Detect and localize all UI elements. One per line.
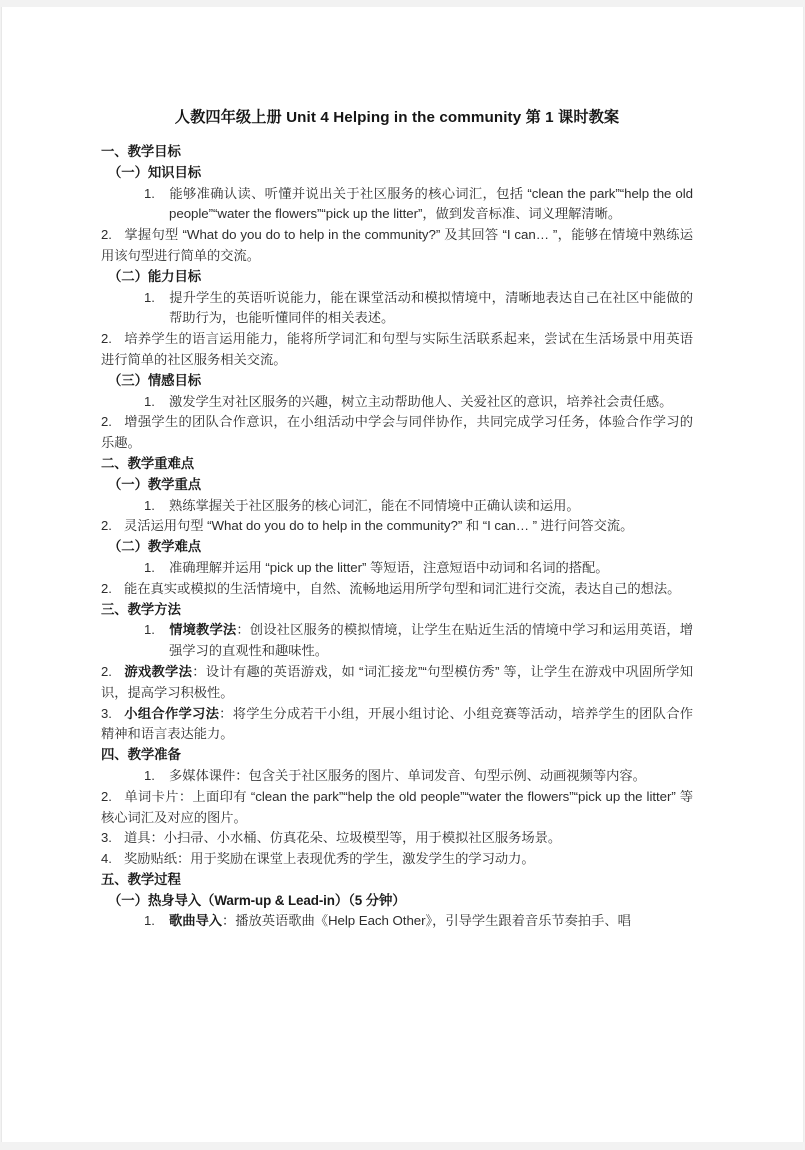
list-item-number: 3. <box>101 830 112 846</box>
list-item <box>101 329 693 371</box>
list-item-text: 灵活运用句型 “What do you do to help in the community?” 和 “I can… ” 进行问答交流。 <box>124 518 634 534</box>
list-item-number: 1. <box>144 393 155 409</box>
list-item-text: 能够准确认读、听懂并说出关于社区服务的核心词汇，包括 “clean the park”“help the old people”“water the flowers”“pick up the litter”，做到发音标准、词义理解清晰。 <box>169 185 693 222</box>
list-item-text: 增强学生的团队合作意识，在小组活动中学会与同伴协作，共同完成学习任务，体验合作学习的乐趣。 <box>101 414 693 451</box>
list-item-lead: 游戏教学法 <box>124 663 193 679</box>
subsection-heading: （二）教学难点 <box>108 539 202 555</box>
list-item-text: ：将学生分成若干小组，开展小组讨论、小组竞赛等活动，培养学生的团队合作精神和语言表达能力。 <box>101 705 694 742</box>
list-item-lead: 情境教学法 <box>169 622 237 638</box>
list-item-number: 2. <box>101 331 112 347</box>
list-item-text: 熟练掌握关于社区服务的核心词汇，能在不同情境中正确认读和运用。 <box>169 497 580 513</box>
list-item-text: 道具：小扫帚、小水桶、仿真花朵、垃圾模型等，用于模拟社区服务场景。 <box>124 830 562 846</box>
list-item <box>101 225 693 267</box>
list-item-text: 准确理解并运用 “pick up the litter” 等短语，注意短语中动词和名词的搭配。 <box>169 559 609 575</box>
list-item <box>101 496 693 517</box>
list-item <box>101 392 693 413</box>
list-item-number: 1. <box>144 497 155 513</box>
section-heading: 四、教学准备 <box>101 747 181 763</box>
list-item-number: 2. <box>101 518 112 534</box>
list-item-number: 1. <box>144 559 155 575</box>
document-body <box>101 107 693 932</box>
section-heading: 三、教学方法 <box>101 601 181 617</box>
list-item-number: 1. <box>144 622 155 638</box>
subsection-heading: （一）知识目标 <box>108 164 202 180</box>
list-item-number: 1. <box>144 289 155 305</box>
list-item <box>101 184 693 226</box>
list-item-lead: 歌曲导入 <box>169 913 222 929</box>
subsection-heading: （一）教学重点 <box>108 476 202 492</box>
list-item-number: 2. <box>101 788 112 804</box>
list-item <box>101 288 693 330</box>
list-item-number: 3. <box>101 705 112 721</box>
document-page <box>1 7 804 1142</box>
list-item <box>101 828 693 849</box>
list-item <box>101 558 693 579</box>
list-item-text: 提升学生的英语听说能力，能在课堂活动和模拟情境中，清晰地表达自己在社区中能做的帮助行为，也能听懂同伴的相关表述。 <box>169 289 693 326</box>
list-item <box>101 911 693 932</box>
list-item-number: 2. <box>101 663 112 679</box>
subsection-heading: （三）情感目标 <box>108 372 202 388</box>
list-item-text: 奖励贴纸：用于奖励在课堂上表现优秀的学生，激发学生的学习动力。 <box>124 851 535 867</box>
list-item-text: ：播放英语歌曲《Help Each Other》，引导学生跟着音乐节奏拍手、唱 <box>222 913 631 929</box>
list-item-number: 1. <box>144 767 155 783</box>
list-item <box>101 662 693 704</box>
list-item-number: 2. <box>101 580 112 596</box>
list-item-number: 2. <box>101 227 112 243</box>
list-item <box>101 704 693 746</box>
subsection-heading: （二）能力目标 <box>108 268 202 284</box>
list-item <box>101 412 693 454</box>
list-item <box>101 787 693 829</box>
list-item-number: 4. <box>101 851 112 867</box>
page-title: 人教四年级上册 Unit 4 Helping in the community 第 1 课时教案 <box>174 109 620 126</box>
list-item <box>101 579 693 600</box>
section-heading: 五、教学过程 <box>101 871 181 887</box>
list-item-text: 激发学生对社区服务的兴趣，树立主动帮助他人、关爱社区的意识，培养社会责任感。 <box>169 393 673 409</box>
list-item <box>101 849 693 870</box>
list-item-number: 2. <box>101 414 112 430</box>
list-item-text: ：设计有趣的英语游戏，如 “词汇接龙”“句型模仿秀” 等，让学生在游戏中巩固所学知识，提高学习积极性。 <box>101 663 693 700</box>
list-item-text: 掌握句型 “What do you do to help in the community?” 及其回答 “I can… ”，能够在情境中熟练运用该句型进行简单的交流。 <box>101 227 693 263</box>
list-item-number: 1. <box>144 185 155 201</box>
list-item <box>101 516 693 537</box>
list-item-lead: 小组合作学习法 <box>124 705 220 721</box>
list-item-text: 多媒体课件：包含关于社区服务的图片、单词发音、句型示例、动画视频等内容。 <box>169 767 646 783</box>
list-item-text: ：创设社区服务的模拟情境，让学生在贴近生活的情境中学习和运用英语，增强学习的直观性和趣味性。 <box>169 622 693 659</box>
list-item-text: 能在真实或模拟的生活情境中，自然、流畅地运用所学句型和词汇进行交流，表达自己的想法。 <box>124 580 681 596</box>
list-item-text: 培养学生的语言运用能力，能将所学词汇和句型与实际生活联系起来，尝试在生活场景中用英语进行简单的社区服务相关交流。 <box>101 331 693 367</box>
section-heading: 二、教学重难点 <box>101 455 195 471</box>
list-item <box>101 620 693 662</box>
list-item-number: 1. <box>144 913 155 929</box>
section-heading: 一、教学目标 <box>101 144 181 159</box>
list-item-text: 单词卡片：上面印有 “clean the park”“help the old people”“water the flowers”“pick up the litter” 等核心词汇及对应的图片。 <box>101 788 693 825</box>
list-item <box>101 766 693 787</box>
subsection-heading: （一）热身导入（Warm-up & Lead-in）（5 分钟） <box>108 892 406 908</box>
